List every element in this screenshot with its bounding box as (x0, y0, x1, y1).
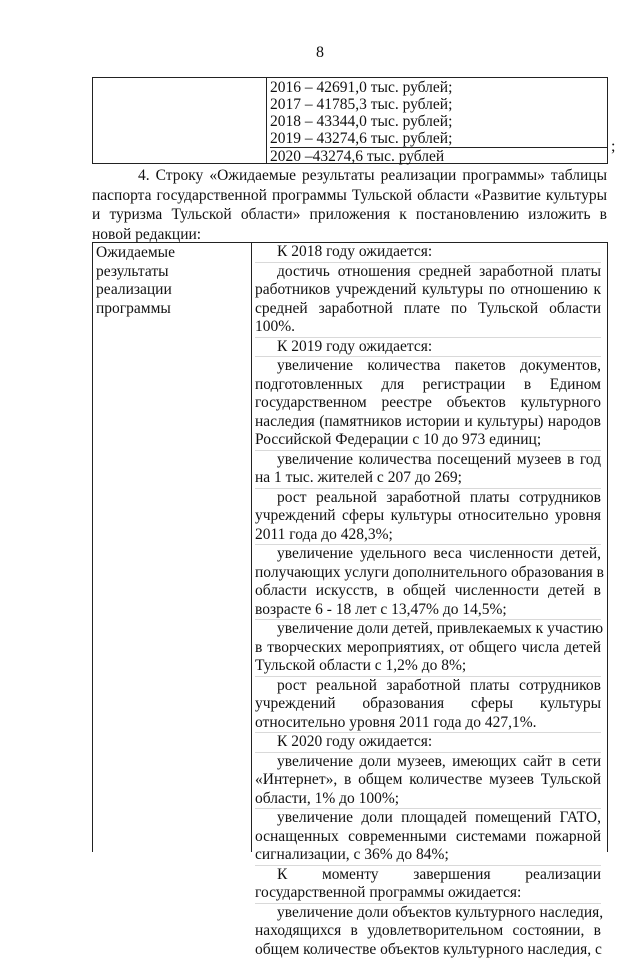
result-line: увеличение доли детей, привлекаемых к участию (255, 620, 601, 639)
table-column-divider (251, 243, 252, 852)
paragraph-line: 4. Строку «Ожидаемые результаты реализации программы» таблицы (92, 166, 607, 186)
result-line: увеличение удельного веса численности детей, (255, 545, 601, 564)
result-line: находящихся в удовлетворительном состоянии, в (255, 922, 601, 941)
results-cell (255, 243, 601, 959)
result-line: в творческих мероприятиях, от общего числа детей (255, 639, 601, 658)
amendment-paragraph (92, 166, 607, 244)
funding-line: 2017 – 41785,3 тыс. рублей; (270, 96, 603, 113)
result-item (255, 263, 601, 338)
funding-table-fragment (92, 77, 608, 164)
result-item (255, 545, 601, 620)
paragraph-line: новой редакции: (92, 225, 607, 245)
table-column-divider (266, 78, 267, 163)
row-label-line: результаты (96, 263, 246, 282)
result-line: К моменту завершения реализации (255, 866, 601, 885)
result-line: государственном реестре объектов культурного (255, 394, 601, 413)
result-line: получающих услуги дополнительного образования в (255, 564, 601, 583)
result-line: рост реальной заработной платы сотрудников (255, 489, 601, 508)
result-line: увеличение количества пакетов документов, (255, 357, 601, 376)
funding-lines-cell (270, 79, 603, 165)
result-line: Российской Федерации с 10 до 973 единиц; (255, 431, 601, 450)
expected-results-table (92, 242, 608, 852)
result-line: рост реальной заработной платы сотрудников (255, 677, 601, 696)
row-label-cell (96, 244, 246, 318)
result-line: увеличение доли площадей помещений ГАТО, (255, 809, 601, 828)
result-line: достичь отношения средней заработной платы (255, 263, 601, 282)
trailing-semicolon: ; (611, 138, 615, 156)
result-item (255, 866, 601, 904)
funding-line: 2020 –43274,6 тыс. рублей (270, 147, 607, 165)
result-item (255, 243, 601, 263)
funding-line: 2018 – 43344,0 тыс. рублей; (270, 113, 603, 130)
result-line: увеличение доли музеев, имеющих сайт в сети (255, 753, 601, 772)
result-line: наследия (памятников истории и культуры) народов (255, 413, 601, 432)
result-line: учреждений образования сферы культуры (255, 695, 601, 714)
funding-line: 2016 – 42691,0 тыс. рублей; (270, 79, 603, 96)
result-item (255, 451, 601, 489)
result-line: Тульской области с 1,2% до 8%; (255, 657, 601, 676)
result-line: 2011 года до 428,3%; (255, 526, 601, 545)
result-item (255, 809, 601, 866)
result-item (255, 338, 601, 358)
result-line: средней заработной плате по Тульской области (255, 300, 601, 319)
result-line: работников учреждений культуры по отношению к (255, 281, 601, 300)
result-item (255, 357, 601, 451)
result-line: К 2018 году ожидается: (255, 243, 601, 262)
result-line: государственной программы ожидается: (255, 884, 601, 903)
result-line: увеличение доли объектов культурного наследия, (255, 904, 601, 923)
result-item (255, 733, 601, 753)
result-line: на 1 тыс. жителей с 207 до 269; (255, 469, 601, 488)
result-line: относительно уровня 2011 года до 427,1%. (255, 714, 601, 733)
result-line: К 2020 году ожидается: (255, 733, 601, 752)
result-line: 100%. (255, 318, 601, 337)
result-line: сигнализации, с 36% до 84%; (255, 846, 601, 865)
result-line: «Интернет», в общем количестве музеев Тульской (255, 771, 601, 790)
result-item (255, 489, 601, 546)
result-line: области, 1% до 100%; (255, 790, 601, 809)
row-label-line: программы (96, 300, 246, 319)
page-number: 8 (0, 44, 640, 62)
result-line: области искусств, в общей численности детей в (255, 582, 601, 601)
result-line: учреждений сферы культуры относительно уровня (255, 507, 601, 526)
result-line: оснащенных современными системами пожарной (255, 828, 601, 847)
row-label-line: Ожидаемые (96, 244, 246, 263)
result-line: общем количестве объектов культурного наследия, с (255, 941, 601, 959)
result-item (255, 904, 601, 959)
paragraph-line: паспорта государственной программы Тульской области «Развитие культуры (92, 186, 607, 206)
result-line: подготовленных для регистрации в Едином (255, 376, 601, 395)
result-item (255, 677, 601, 734)
paragraph-line: и туризма Тульской области» приложения к постановлению изложить в (92, 205, 607, 225)
row-label-line: реализации (96, 281, 246, 300)
result-item (255, 620, 601, 677)
result-line: К 2019 году ожидается: (255, 338, 601, 357)
result-item (255, 753, 601, 810)
result-line: увеличение количества посещений музеев в год (255, 451, 601, 470)
funding-line: 2019 – 43274,6 тыс. рублей; (270, 130, 603, 147)
result-line: возрасте 6 - 18 лет с 13,47% до 14,5%; (255, 601, 601, 620)
